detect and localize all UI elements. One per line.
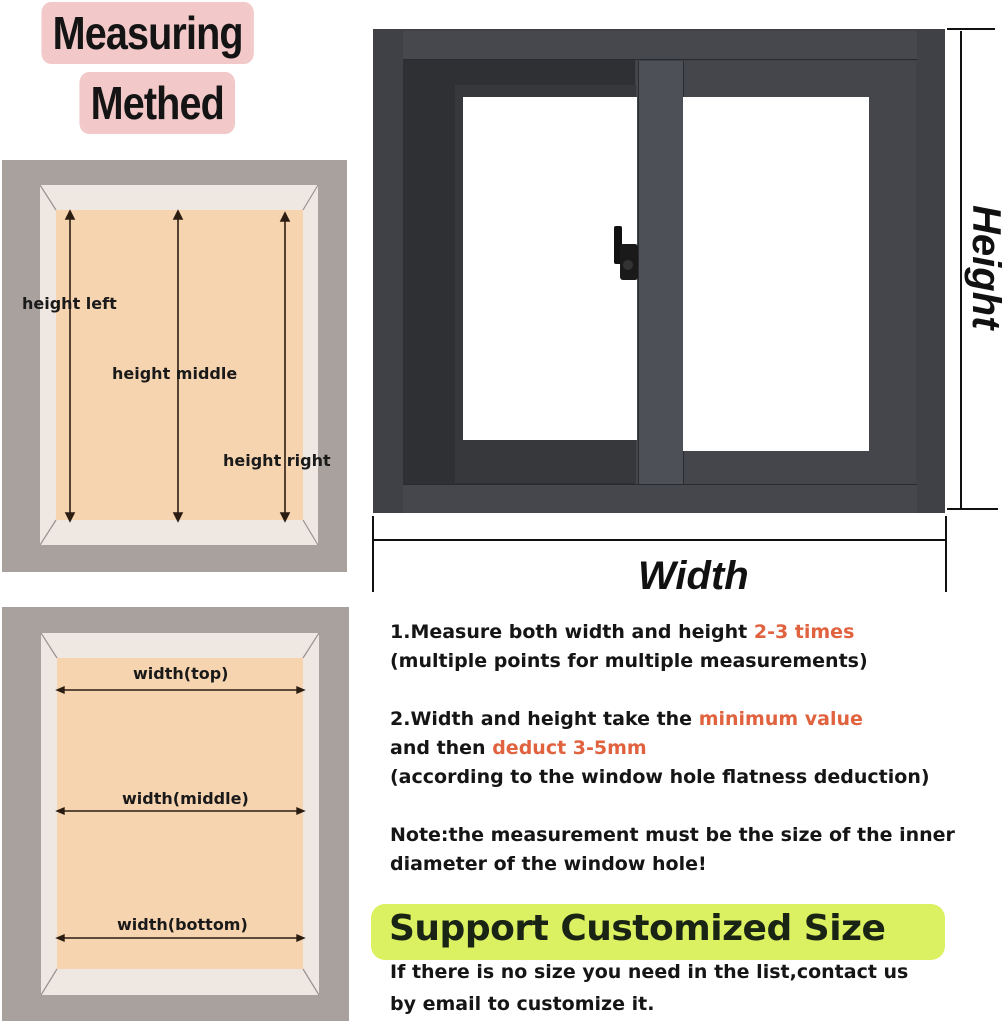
support-line2: by email to customize it.	[390, 993, 655, 1015]
note-line1: Note:the measurement must be the size of the inner	[390, 824, 955, 846]
label-width-middle: width(middle)	[122, 789, 249, 808]
step2-line2	[390, 734, 647, 763]
note-line2: diameter of the window hole!	[390, 853, 707, 875]
title-line-1: Measuring	[44, 5, 251, 61]
label-height-right: height right	[223, 451, 331, 470]
step1-line1	[390, 618, 854, 647]
width-dimension-label: Width	[638, 554, 749, 598]
step1-highlight: 2-3 times	[753, 621, 855, 643]
support-line1: If there is no size you need in the list,contact us	[390, 961, 909, 983]
step1-line2: (multiple points for multiple measurements)	[390, 650, 868, 672]
height-dimension-label: Height	[964, 205, 1008, 330]
step2-highlight-min: minimum value	[698, 708, 863, 730]
label-height-left: height left	[22, 294, 117, 313]
support-banner-text: Support Customized Size	[389, 908, 886, 949]
step2-line1	[390, 705, 863, 734]
title-line-2: Methed	[82, 75, 233, 131]
step2-line2-text: and then	[390, 737, 493, 759]
label-width-bottom: width(bottom)	[117, 915, 248, 934]
label-width-top: width(top)	[133, 664, 229, 683]
step2-line3: (according to the window hole flatness deduction)	[390, 766, 930, 788]
step2-highlight-deduct: deduct 3-5mm	[492, 737, 647, 759]
step2-text: 2.Width and height take the	[390, 708, 699, 730]
step1-text: 1.Measure both width and height	[390, 621, 754, 643]
label-height-middle: height middle	[112, 364, 238, 383]
